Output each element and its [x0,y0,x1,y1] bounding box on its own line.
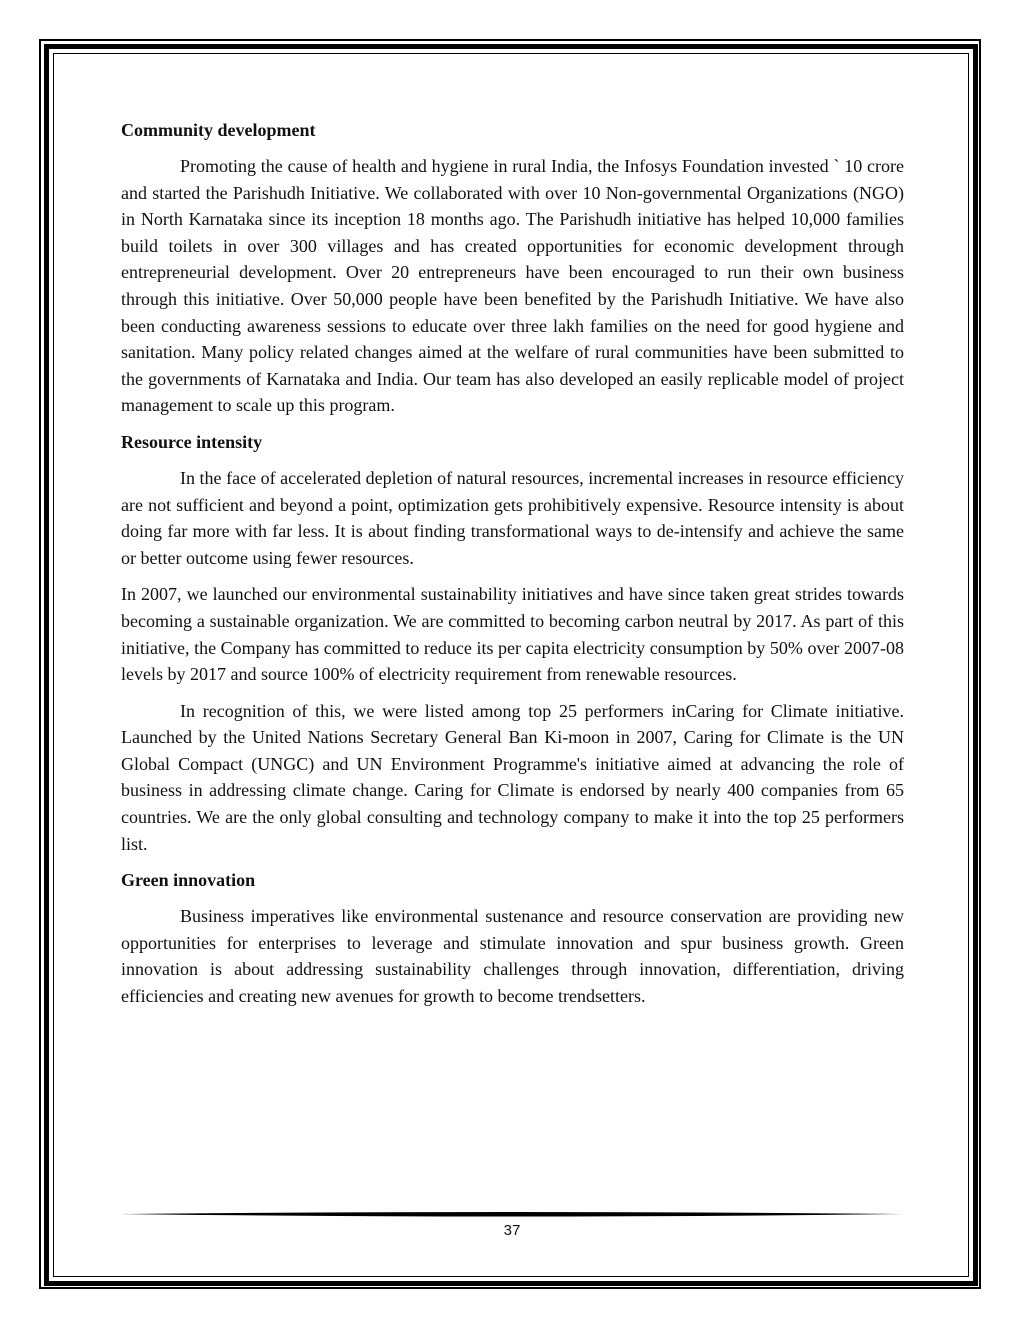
section-heading-resource-intensity: Resource intensity [121,431,263,452]
page-number: 37 [503,1222,521,1239]
document-body [121,117,904,1020]
section-heading-green-innovation: Green innovation [121,870,256,891]
footer-divider [121,1208,902,1220]
section-heading-community-development: Community development [121,120,316,140]
paragraph-resource-intensity-2: In 2007, we launched our environmental sustainability initiatives and have since taken great strides towards becoming a sustainable organization. We are committed to becoming carbon neutral by 2017. As part of this initiative, the Company has committed to reduce its per capita electricity consumption by 50% over 2007-08 levels by 2017 and source 100% of electricity requirement from renewable resources. [121,584,904,685]
paragraph-resource-intensity-3: In recognition of this, we were listed among top 25 performers inCaring for Climate initiative. Launched by the United Nations Secretary General Ban Ki-moon in 2007, Caring for Climate is the UN Global Compact (UNGC) and UN Environment Programme's initiative aimed at advancing the role of business in addressing climate change. Caring for Climate is endorsed by nearly 400 companies from 65 countries. We are the only global consulting and technology company to make it into the top 25 performers list. [121,700,904,854]
paragraph-resource-intensity-1: In the face of accelerated depletion of natural resources, incremental increases in resource efficiency are not sufficient and beyond a point, optimization gets prohibitively expensive. Resource intensity is about doing far more with far less. It is about finding transformational ways to de-intensify and achieve the same or better outcome using fewer resources. [121,467,904,568]
paragraph-green-innovation: Business imperatives like environmental sustenance and resource conservation are providing new opportunities for enterprises to leverage and stimulate innovation and spur business growth. Green innovation is about addressing sustainability challenges through innovation, differentiation, driving efficiencies and creating new avenues for growth to become trendsetters. [121,906,904,1007]
paragraph-community-development: Promoting the cause of health and hygiene in rural India, the Infosys Foundation invested ` 10 crore and started the Parishudh Initiative. We collaborated with over 10 Non-governmental Organizations (NGO) in North Karnataka since its inception 18 months ago. The Parishudh initiative has helped 10,000 families build toilets in over 300 villages and has created opportunities for economic development through entrepreneurial development. Over 20 entrepreneurs have been encouraged to run their own business through this initiative. Over 50,000 people have been benefited by the Parishudh Initiative. We have also been conducting awareness sessions to educate over three lakh families on the need for good hygiene and sanitation. Many policy related changes aimed at the welfare of rural communities have been submitted to the governments of Karnataka and India. Our team has also developed an easily replicable model of project management to scale up this program. [121,156,904,416]
